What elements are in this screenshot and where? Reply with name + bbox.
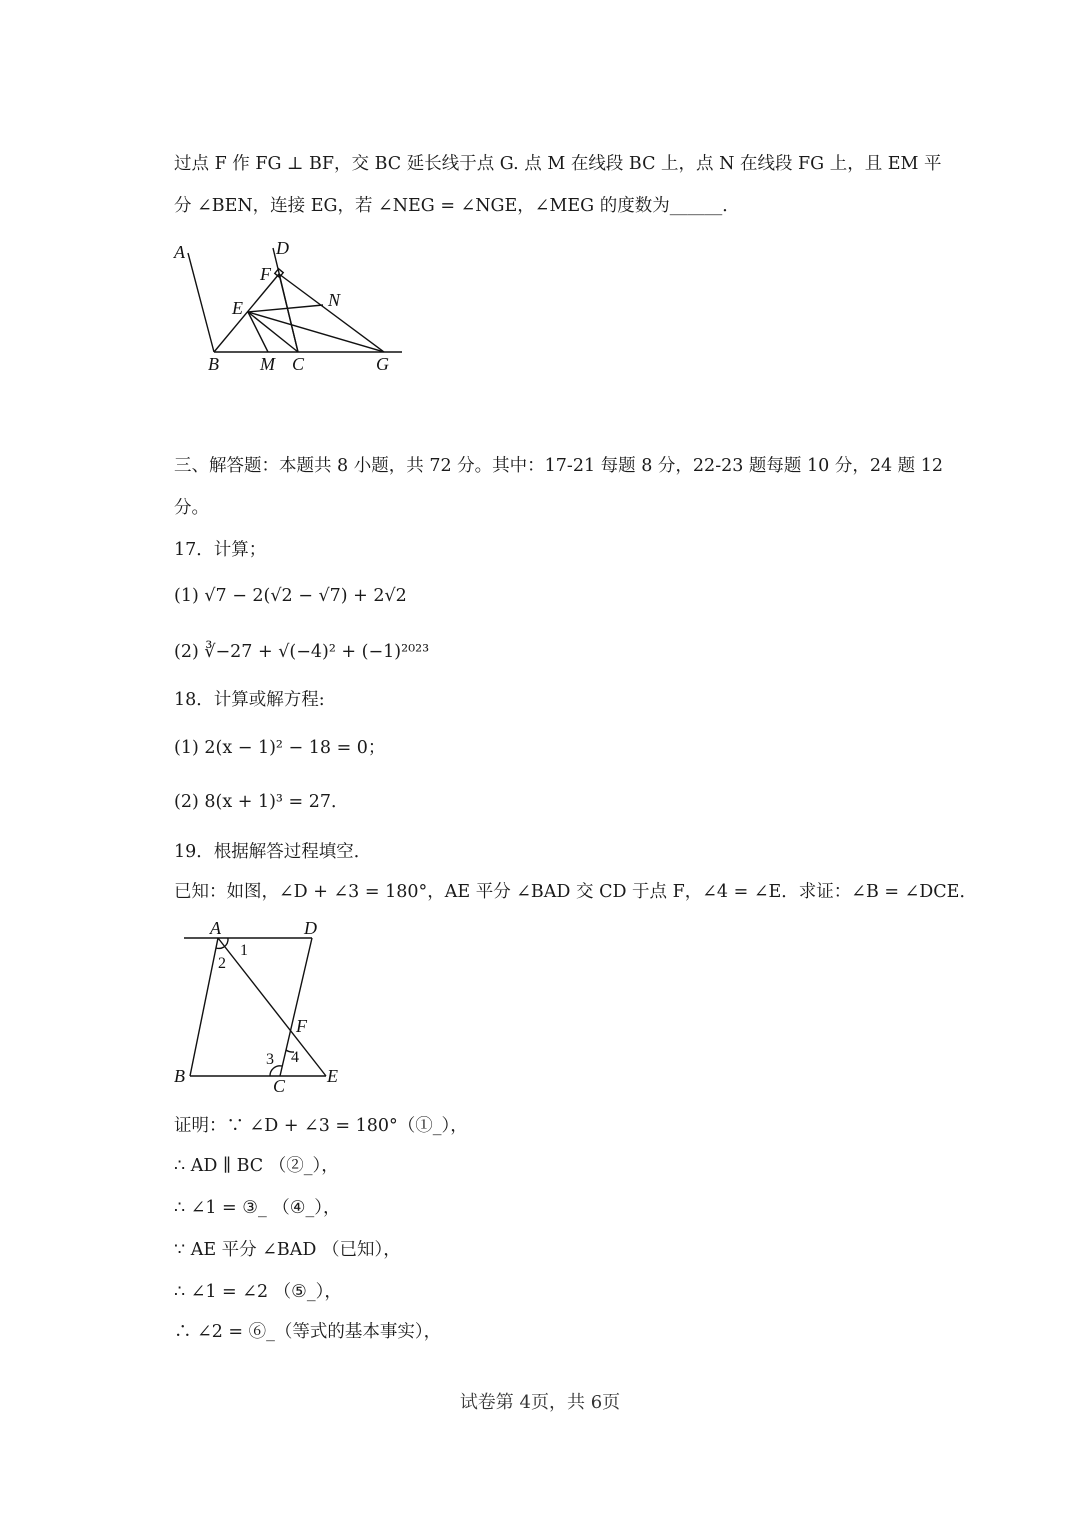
label-angle-1: 1 — [240, 942, 248, 959]
label-e: E — [232, 298, 243, 318]
label-d: D — [276, 238, 289, 258]
proof-line-4: ∵ AE 平分 ∠BAD （已知）， — [174, 1240, 401, 1260]
segment-eg — [248, 312, 384, 352]
label-d: D — [304, 918, 317, 938]
segment-ab — [188, 253, 214, 352]
angle-arc-2 — [216, 947, 224, 948]
label-b: B — [208, 354, 219, 374]
label-b: B — [174, 1066, 185, 1086]
proof-line-2: ∴ AD ∥ BC （②_）， — [174, 1156, 339, 1176]
q16-line-1: 过点 F 作 FG ⊥ BF，交 BC 延长线于点 G. 点 M 在线段 BC 上，点 N 在线段 FG 上，且 EM 平 — [174, 154, 942, 174]
label-n: N — [328, 290, 341, 310]
q19-given: 已知：如图，∠D + ∠3 = 180°，AE 平分 ∠BAD 交 CD 于点 F，∠4 = ∠E．求证：∠B = ∠DCE． — [174, 882, 977, 902]
proof-line-6: ∴ ∠2 = ⑥_（等式的基本事实）， — [174, 1322, 442, 1342]
label-g: G — [376, 354, 389, 374]
q19-title: 19．根据解答过程填空． — [174, 842, 372, 862]
page-footer: 试卷第 4页，共 6页 — [459, 1392, 621, 1413]
label-a: A — [210, 918, 221, 938]
label-c: C — [292, 354, 305, 374]
label-angle-4: 4 — [291, 1049, 299, 1066]
proof-line-1: 证明：∵ ∠D + ∠3 = 180°（①_）， — [174, 1116, 468, 1136]
segment-en — [248, 305, 323, 312]
q17-part-1: (1) √7 − 2(√2 − √7) + 2√2 — [174, 586, 407, 606]
label-e: E — [327, 1066, 338, 1086]
proof-line-3: ∴ ∠1 = ③_ （④_）， — [174, 1198, 341, 1218]
q19-figure — [170, 916, 360, 1096]
q18-part-1: (1) 2(x − 1)² − 18 = 0； — [174, 738, 386, 758]
q16-line-2: 分 ∠BEN，连接 EG，若 ∠NEG = ∠NGE，∠MEG 的度数为______． — [174, 196, 740, 216]
label-a: A — [174, 242, 185, 262]
label-c: C — [273, 1076, 286, 1096]
label-angle-2: 2 — [218, 955, 226, 972]
label-m: M — [260, 354, 275, 374]
segment-be-f — [214, 274, 279, 352]
segment-em — [248, 312, 268, 352]
angle-arc-1 — [224, 938, 228, 947]
section3-line-1: 三、解答题：本题共 8 小题，共 72 分。其中：17-21 每题 8 分，22-23 题每题 10 分，24 题 12 — [174, 456, 943, 476]
segment-ab — [190, 938, 218, 1076]
q18-title: 18．计算或解方程: — [174, 690, 325, 710]
q18-part-2: (2) 8(x + 1)³ = 27． — [174, 792, 349, 812]
proof-line-5: ∴ ∠1 = ∠2 （⑤_）， — [174, 1282, 342, 1302]
q17-title: 17．计算； — [174, 540, 267, 560]
q16-figure — [170, 236, 410, 376]
section3-line-2: 分。 — [174, 498, 209, 518]
label-angle-3: 3 — [266, 1051, 274, 1068]
label-f: F — [260, 264, 271, 284]
q17-part-2: (2) ∛−27 + √(−4)² + (−1)²⁰²³ — [174, 642, 430, 662]
label-f: F — [296, 1016, 307, 1036]
